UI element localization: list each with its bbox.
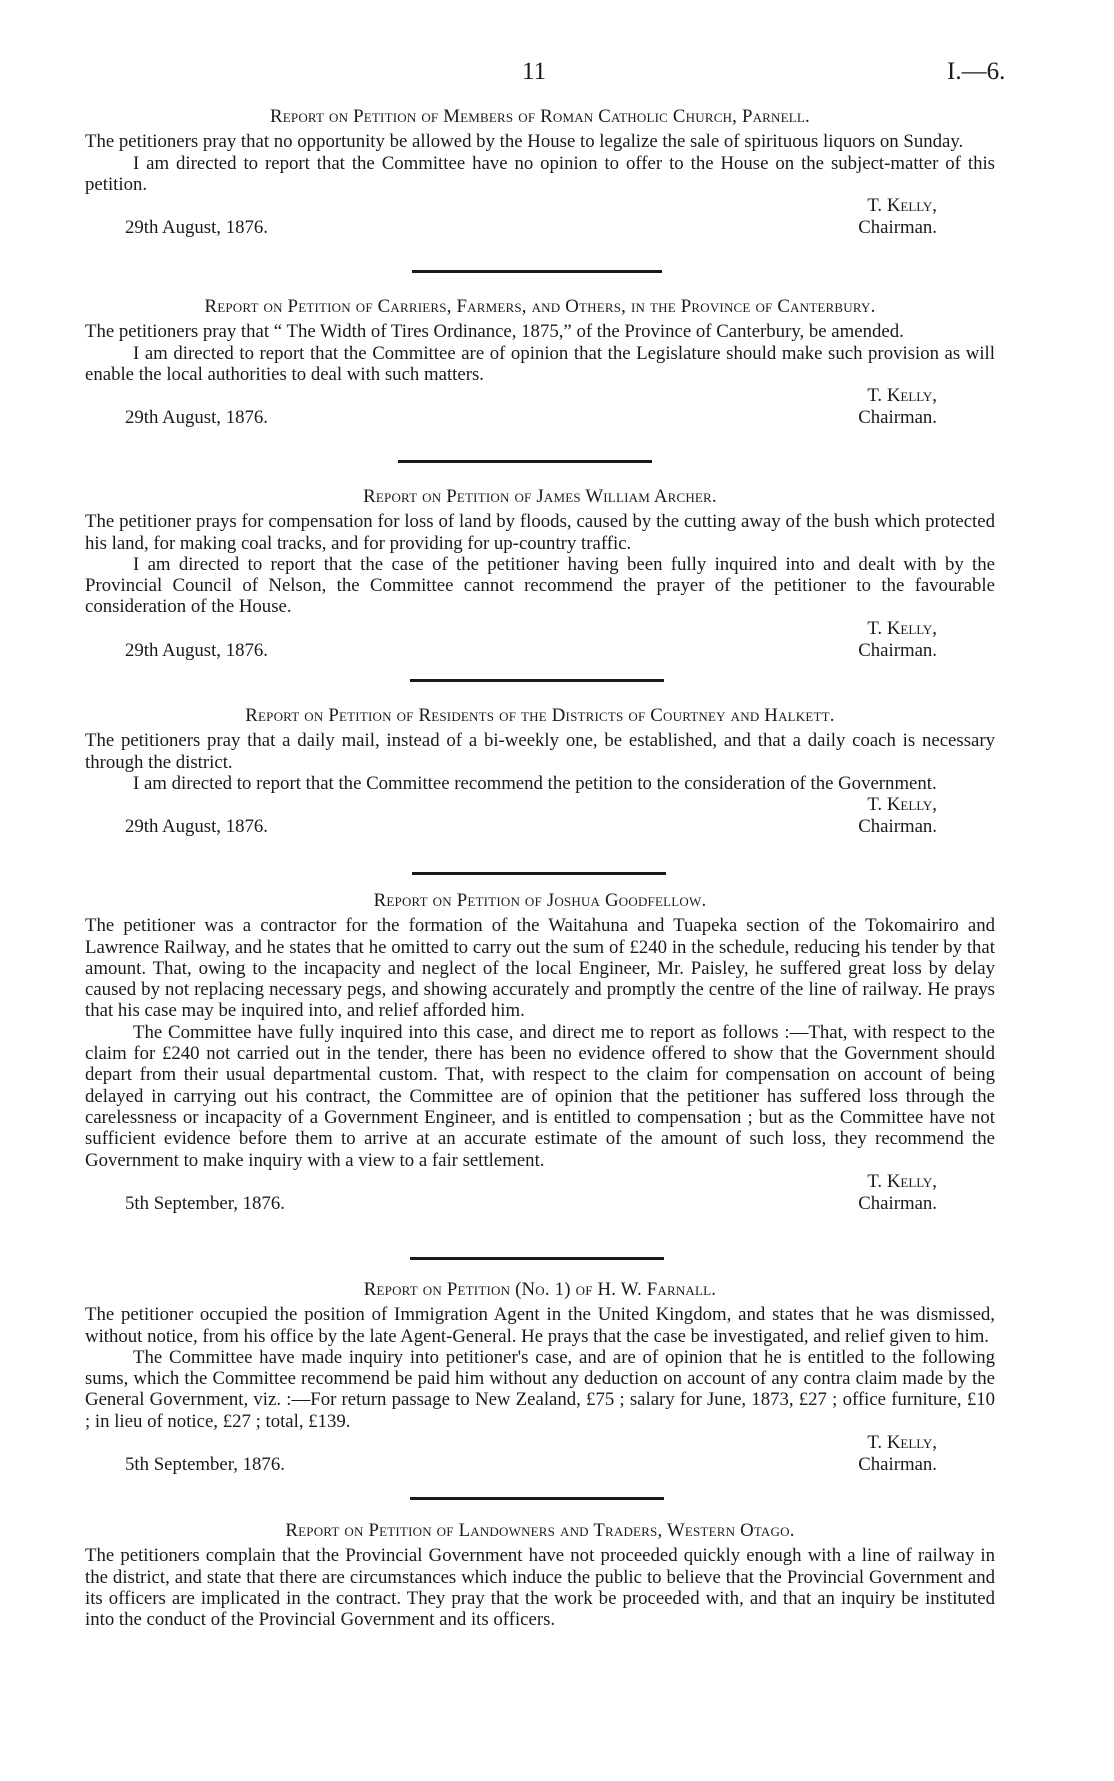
report-paragraph: The petitioners complain that the Provincial Government have not proceeded quickly enough with a line of railway in the district, and state that there are circumstances which induce the public to believe that the Provincial Government and its officers are implicated in the contract. They pray that the work be proceeded with, and that an inquiry be instituted into the conduct of the Provincial Government and its officers.	[85, 1545, 995, 1631]
signatory-name: T. Kelly,	[867, 1170, 937, 1192]
signatory-role: Chairman.	[858, 217, 937, 239]
report-paragraph: I am directed to report that the Committee are of opinion that the Legislature should make such provision as will enable the local authorities to deal with such matters.	[85, 342, 995, 385]
signatory-name: T. Kelly,	[867, 794, 937, 816]
report-courtney-halkett	[85, 705, 995, 837]
report-paragraph: The petitioners pray that a daily mail, instead of a bi-weekly one, be established, and that a daily coach is necessary through the district.	[85, 730, 995, 773]
report-title: Report on Petition of Carriers, Farmers, and Others, in the Province of Canterbury.	[204, 296, 876, 317]
section-divider	[412, 872, 666, 875]
report-title: Report on Petition of Landowners and Traders, Western Otago.	[285, 1520, 795, 1541]
report-paragraph: I am directed to report that the Committee have no opinion to offer to the House on the subject-matter of this petition.	[85, 152, 995, 195]
report-title: Report on Petition of Joshua Goodfellow.	[373, 890, 707, 911]
signature-block	[85, 1171, 995, 1214]
report-date: 29th August, 1876.	[125, 639, 268, 661]
report-date: 5th September, 1876.	[125, 1192, 285, 1214]
report-paragraph: The Committee have made inquiry into petitioner's case, and are of opinion that he is entitled to the following sums, which the Committee recommend be paid him without any deduction on account of any contra claim made by the General Government, viz. :—For return passage to New Zealand, £75 ; salary for June, 1873, £27 ; office furniture, £10 ; in lieu of notice, £27 ; total, £139.	[85, 1346, 995, 1432]
signature-block	[85, 618, 995, 661]
report-roman-catholic	[85, 106, 995, 238]
report-canterbury-carriers	[85, 296, 995, 428]
section-divider	[398, 460, 652, 463]
document-reference: I.—6.	[947, 58, 1006, 85]
signatory-role: Chairman.	[858, 407, 937, 429]
signatory-role: Chairman.	[858, 1454, 937, 1476]
report-date: 29th August, 1876.	[125, 217, 268, 239]
signature-block	[85, 794, 995, 837]
report-date: 5th September, 1876.	[125, 1454, 285, 1476]
report-title: Report on Petition of Residents of the Districts of Courtney and Halkett.	[245, 705, 835, 726]
section-divider	[410, 1497, 664, 1500]
report-western-otago	[85, 1520, 995, 1630]
signature-block	[85, 195, 995, 238]
signatory-name: T. Kelly,	[867, 195, 937, 217]
section-divider	[412, 270, 662, 273]
signatory-role: Chairman.	[858, 816, 937, 838]
report-date: 29th August, 1876.	[125, 816, 268, 838]
section-divider	[410, 1257, 664, 1260]
signatory-name: T. Kelly,	[867, 1432, 937, 1454]
report-paragraph: I am directed to report that the case of the petitioner having been fully inquired into and dealt with by the Provincial Council of Nelson, the Committee cannot recommend the prayer of the petitioner to the favourable consideration of the House.	[85, 553, 995, 618]
signature-block	[85, 385, 995, 428]
report-archer	[85, 486, 995, 661]
report-paragraph: The Committee have fully inquired into this case, and direct me to report as follows :—That, with respect to the claim for £240 not carried out in the tender, there has been no evidence offered to show that the Government should depart from their usual departmental custom. That, with respect to the claim for compensation on account of being delayed in carrying out his contract, the Committee are of opinion that the petitioner has suffered loss through the carelessness or incapacity of a Government Engineer, and is entitled to compensation ; but as the Committee have not sufficient evidence before them to arrive at an accurate estimate of the amount of such loss, they recommend the Government to make inquiry with a view to a fair settlement.	[85, 1021, 995, 1171]
report-paragraph: The petitioners pray that “ The Width of Tires Ordinance, 1875,” of the Province of Canterbury, be amended.	[85, 321, 904, 343]
report-goodfellow	[85, 890, 995, 1214]
report-paragraph: The petitioner was a contractor for the formation of the Waitahuna and Tuapeka section of the Tokomairiro and Lawrence Railway, and he states that he omitted to carry out the sum of £240 in the schedule, reducing his tender by that amount. That, owing to the incapacity and neglect of the local Engineer, Mr. Paisley, he suffered great loss by delay caused by not replacing necessary pegs, and showing accurately and promptly the centre of the line of railway. He prays that his case may be inquired into, and relief afforded him.	[85, 915, 995, 1022]
report-paragraph: The petitioner prays for compensation for loss of land by floods, caused by the cutting away of the bush which protected his land, for making coal tracks, and for providing for up-country traffic.	[85, 511, 995, 554]
report-farnall	[85, 1279, 995, 1475]
report-title: Report on Petition of James William Archer.	[363, 486, 717, 507]
signatory-name: T. Kelly,	[867, 617, 937, 639]
report-title: Report on Petition of Members of Roman Catholic Church, Parnell.	[270, 106, 810, 127]
report-title: Report on Petition (No. 1) of H. W. Farnall.	[363, 1279, 717, 1300]
report-date: 29th August, 1876.	[125, 407, 268, 429]
page-number: 11	[522, 58, 547, 85]
signature-block	[85, 1432, 995, 1475]
page-header	[0, 58, 1114, 94]
signatory-role: Chairman.	[858, 639, 937, 661]
report-paragraph: The petitioners pray that no opportunity be allowed by the House to legalize the sale of spirituous liquors on Sunday.	[85, 131, 964, 153]
signatory-name: T. Kelly,	[867, 385, 937, 407]
report-paragraph: I am directed to report that the Committee recommend the petition to the consideration of the Government.	[133, 772, 937, 794]
signatory-role: Chairman.	[858, 1192, 937, 1214]
section-divider	[410, 679, 664, 682]
report-paragraph: The petitioner occupied the position of Immigration Agent in the United Kingdom, and states that he was dismissed, without notice, from his office by the late Agent-General. He prays that the case be investigated, and relief given to him.	[85, 1304, 995, 1347]
